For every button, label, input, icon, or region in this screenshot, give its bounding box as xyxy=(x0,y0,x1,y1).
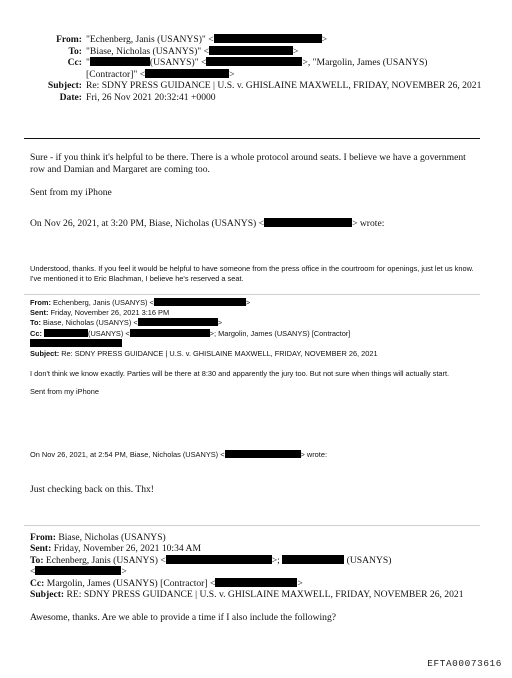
redaction-bar xyxy=(154,298,246,306)
email-header xyxy=(24,34,484,104)
message-body: Sure - if you think it's helpful to be there. There is a whole protocol around seats. I believe we have a government row and Damian and Margaret are coming too. Sent from my iPhone xyxy=(30,152,480,199)
header-from-row: From: "Echenberg, Janis (USANYS)" < > xyxy=(24,34,484,46)
redaction-bar xyxy=(30,339,122,347)
signature: Sent from my iPhone xyxy=(30,387,100,397)
subject-value: Re: SDNY PRESS GUIDANCE | U.S. v. GHISLAINE MAXWELL, FRIDAY, NOVEMBER 26, 2021 xyxy=(86,80,482,92)
from-value: "Echenberg, Janis (USANYS)" < xyxy=(86,34,214,45)
redaction-bar xyxy=(145,69,229,78)
date-value: Fri, 26 Nov 2021 20:32:41 +0000 xyxy=(86,91,216,103)
forwarded-header: From: Echenberg, Janis (USANYS) < > Sent: Friday, November 26, 2021 3:16 PM To: Biase, Nicholas (USANYS) < > Cc: (USANYS) < >; Margolin, James (USANYS) [Contractor] Subject: Re: SDNY PRESS GUIDANCE | U.S. v. GHISLAINE MAXWELL, FRIDAY, NOVEMBER 26, 2021 I don't think we know exactly. Parties will be there at 8:30 and apparently the jury too. But not sure when things will actually start. Sent from my iPhone xyxy=(30,298,480,398)
to-label: To: xyxy=(68,45,82,57)
subject-label: Subject: xyxy=(47,80,82,92)
header-cc-row: Cc: " (USANYS)" < >, "Margolin, James (USANYS) xyxy=(24,57,484,69)
header-cc-cont-row: [Contractor]" < > xyxy=(86,68,235,80)
quote-intro: On Nov 26, 2021, at 2:54 PM, Biase, Nicholas (USANYS) < > wrote: xyxy=(30,450,328,459)
redaction-bar xyxy=(209,46,293,55)
redaction-bar xyxy=(130,329,210,337)
redaction-bar xyxy=(225,450,301,458)
quoted-message: Just checking back on this. Thx! xyxy=(30,484,154,495)
cc-label: Cc: xyxy=(67,57,82,69)
redaction-bar xyxy=(35,566,121,575)
message-divider xyxy=(24,294,480,295)
from-label: From: xyxy=(56,34,82,45)
header-divider xyxy=(24,138,480,139)
signature: Sent from my iPhone xyxy=(30,186,112,198)
redaction-bar xyxy=(206,57,302,66)
redaction-bar xyxy=(166,555,272,564)
quote-intro: On Nov 26, 2021, at 3:20 PM, Biase, Nicholas (USANYS) < > wrote: xyxy=(30,218,385,229)
quoted-message: Understood, thanks. If you feel it would be helpful to have someone from the press office in the courtroom for openings, just let us know. I've mentioned it to Eric Blachman, I believe he's reserved a seat. xyxy=(30,264,474,284)
redaction-bar xyxy=(214,34,322,43)
forwarded-header: From: Biase, Nicholas (USANYS) Sent: Friday, November 26, 2021 10:34 AM To: Echenberg, Janis (USANYS) < >; (USANYS) < > Cc: Margolin, James (USANYS) [Contractor] < > Subject: RE: SDNY PRESS GUIDANCE | U.S. v. GHISLAINE MAXWELL, FRIDAY, NOVEMBER 26, 2021 Awesome, thanks. Are we able to provide a time if I also include the following? xyxy=(30,532,464,624)
document-id: EFTA00073616 xyxy=(427,658,502,669)
header-subject-row xyxy=(24,80,484,92)
redaction-bar xyxy=(138,318,218,326)
header-date-row xyxy=(24,92,484,104)
redaction-bar xyxy=(264,218,352,227)
redaction-bar xyxy=(44,329,88,337)
message-divider xyxy=(24,525,480,526)
redaction-bar xyxy=(215,578,297,587)
date-label: Date: xyxy=(59,91,82,103)
to-value: "Biase, Nicholas (USANYS)" < xyxy=(86,45,210,57)
redaction-bar xyxy=(282,555,344,564)
header-to-row: To: "Biase, Nicholas (USANYS)" < > xyxy=(24,46,484,58)
redaction-bar xyxy=(90,57,150,66)
